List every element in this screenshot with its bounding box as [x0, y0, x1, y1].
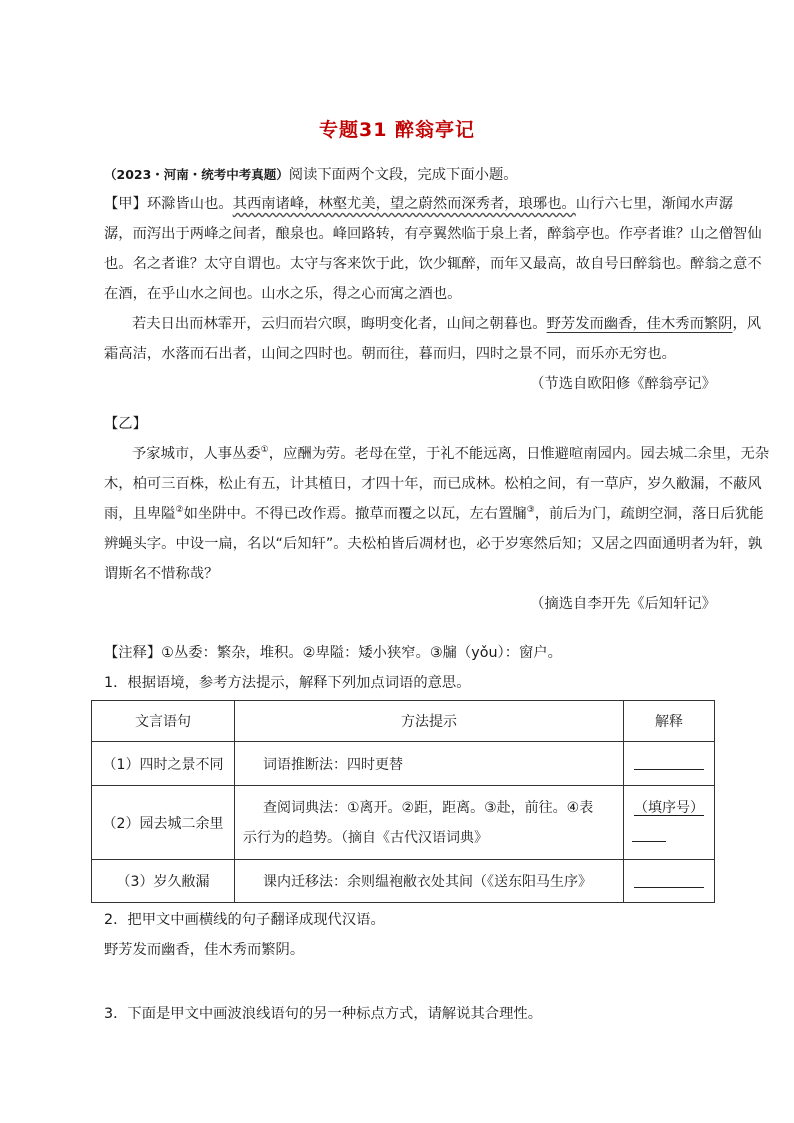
answer-blank[interactable]	[634, 871, 704, 888]
yi-source: （摘选自李开先《后知轩记》	[530, 596, 716, 612]
table-cell-phrase: （3）岁久敝漏	[92, 860, 235, 903]
intro-line	[104, 160, 716, 190]
yi-text: ，应酬为劳。老母在堂，于礼不能远离，日惟避喧南园内。园去城二余里，无杂	[268, 446, 770, 462]
annotation-notes: 【注释】①丛委：繁杂，堆积。②卑隘：矮小狭窄。③牖（yǒu）：窗户。	[104, 645, 562, 661]
question-2-prompt: 2．把甲文中画横线的句子翻译成现代汉语。	[104, 912, 385, 928]
table-row	[92, 742, 715, 786]
footnote-marker: ①	[260, 445, 269, 456]
question-3-prompt: 3．下面是甲文中画波浪线语句的另一种标点方式，请解说其合理性。	[104, 1006, 542, 1022]
answer-blank[interactable]	[634, 753, 704, 770]
answer-blank[interactable]	[632, 825, 666, 842]
exam-source: （2023・河南・统考中考真题）	[104, 167, 289, 182]
jia-text: 山行六七里，渐闻水声潺	[575, 196, 734, 212]
question-2-block	[104, 905, 716, 965]
jia-text: 潺，而泻出于两峰之间者，酿泉也。峰回路转，有亭翼然临于泉上者，醉翁亭也。作亭者谁？山之僧智仙	[104, 226, 762, 242]
page-title: 专题31 醉翁亭记	[318, 119, 476, 141]
fill-hint: （填序号）	[634, 799, 704, 816]
table-header-row	[92, 701, 715, 742]
jia-text: 在酒，在乎山水之间也。山水之乐，得之心而寓之酒也。	[104, 286, 462, 302]
passage-jia	[104, 189, 762, 399]
table-header: 方法提示	[235, 701, 624, 742]
table-header: 文言语句	[92, 701, 235, 742]
jia-text: ，风	[732, 316, 762, 332]
jia-text: 若夫日出而林霏开，云归而岩穴暝，晦明变化者，山间之朝暮也。	[132, 316, 547, 332]
table-cell-phrase: （2）园去城二余里	[92, 786, 235, 860]
table-cell-tip: 课内迁移法：余则缊袍敝衣处其间（《送东阳马生序》	[263, 874, 592, 890]
yi-text: 予家城市，人事丛委	[132, 446, 261, 462]
yi-text: 辨蝇头字。中设一扁，名以“后知轩”。夫松柏皆后凋材也，必于岁寒然后知；又居之四面通明者为轩，孰	[104, 536, 763, 552]
yi-text: 谓斯名不惜称哉？	[104, 566, 219, 582]
question-1-prompt: 1．根据语境，参考方法提示，解释下列加点词语的意思。	[104, 675, 471, 691]
jia-label: 【甲】	[104, 196, 147, 212]
jia-text: 环滁皆山也。	[146, 196, 233, 212]
table-cell-tip: 示行为的趋势。（摘自《古代汉语词典》	[243, 829, 488, 846]
passage-yi	[104, 409, 770, 619]
table-cell-tip: 查阅词典法：①离开。②距，距离。③赴，前往。④表	[263, 799, 594, 816]
yi-text: ，前后为门，疏朗空洞，落日后犹能	[534, 506, 764, 522]
yi-text: 木，柏可三百株，松止有五，计其植日，才四十年，而已成林。松柏之间，有一草庐，岁久敝漏，不蔽风	[104, 476, 762, 492]
table-cell-phrase: （1）四时之景不同	[92, 742, 235, 786]
table-header: 解释	[624, 701, 715, 742]
table-row	[92, 786, 715, 860]
question-1-table	[91, 700, 715, 903]
question-3-block	[104, 999, 716, 1029]
yi-text: 雨，且卑隘	[104, 506, 176, 522]
question-2-sentence: 野芳发而幽香，佳木秀而繁阴。	[104, 942, 305, 958]
yi-text: 如坐阱中。不得已改作焉。撤草而覆之以瓦，左右置牖	[183, 506, 527, 522]
table-cell-tip: 词语推断法：四时更替	[263, 756, 403, 773]
notes-block	[104, 638, 716, 698]
footnote-marker: ③	[526, 505, 535, 516]
table-row	[92, 860, 715, 903]
intro-text: 阅读下面两个文段，完成下面小题。	[288, 167, 518, 183]
jia-source: （节选自欧阳修《醉翁亭记》	[530, 376, 716, 392]
wavy-underlined-sentence: 其西南诸峰，林壑尤美，望之蔚然而深秀者，琅琊也。	[232, 196, 576, 212]
jia-text: 霜高洁，水落而石出者，山间之四时也。朝而往，暮而归，四时之景不同，而乐亦无穷也。	[104, 346, 676, 362]
yi-label: 【乙】	[104, 416, 147, 432]
jia-text: 也。名之者谁？太守自谓也。太守与客来饮于此，饮少辄醉，而年又最高，故自号曰醉翁也。醉翁之意不	[104, 256, 762, 272]
footnote-marker: ②	[175, 505, 184, 516]
straight-underlined-sentence: 野芳发而幽香，佳木秀而繁阴	[546, 316, 733, 332]
